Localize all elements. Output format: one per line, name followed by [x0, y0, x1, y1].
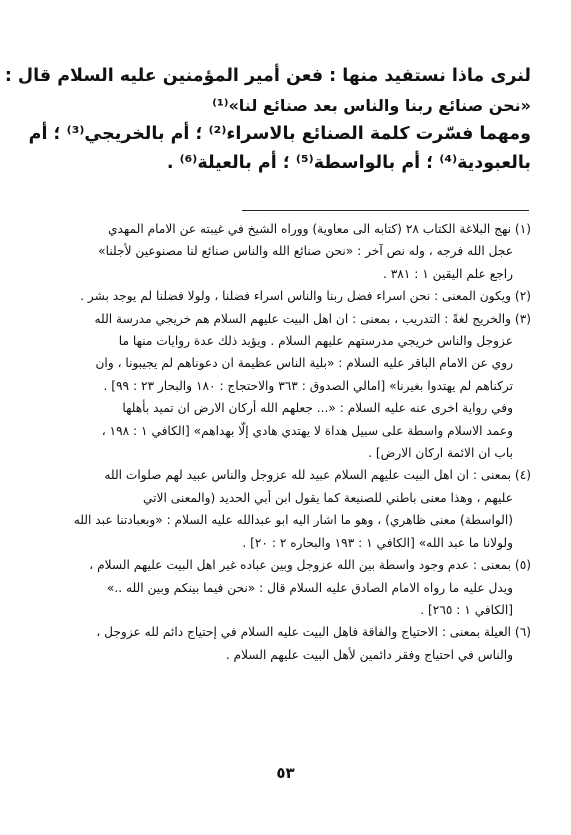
footnote-line: ويدل عليه ما رواه الامام الصادق عليه السلام قال : «نحن فيما بينكم وبين الله ..» [106, 580, 513, 595]
page-number: ٥٣ [276, 764, 295, 782]
footnote-line: (٢) ويكون المعنى : نحن اسراء فضل ربنا والناس اسراء فضلنا ، ولولا فضلنا لم يوجد بشر . [80, 289, 531, 304]
footnote-line: (٥) بمعنى : عدم وجود واسطة بين الله عزوجل وبين عباده غير اهل البيت عليهم السلام ، [89, 558, 531, 573]
main-line: لنرى ماذا نستفيد منها : فعن أمير المؤمنين عليه السلام قال : [4, 66, 531, 86]
footnote-line: والناس في احتياج وفقر دائمين لأهل البيت عليهم السلام . [225, 647, 513, 662]
footnote-line: باب ان الائمة اركان الارض] . [368, 446, 513, 461]
footnote-line: وعمد الاسلام واسطة على سبيل هداة لا يهتدي هادي إلّا بهداهم» [الكافي ١ : ١٩٨ ، [101, 423, 513, 438]
footnote-line: عزوجل والناس خريجي مدرستهم عليهم السلام . ويؤيد ذلك عدة روايات منها ما [118, 334, 513, 349]
main-text [4, 62, 531, 178]
footnote-line: (٦) العيلة بمعنى : الاحتياج والفاقة فاهل البيت عليه السلام في إحتياج دائم لله عزوجل ، [96, 625, 531, 640]
footnote-line: وفي رواية اخرى عنه عليه السلام : «... جعلهم الله أركان الارض ان تميد بأهلها [122, 401, 513, 416]
footnotes [44, 218, 531, 666]
footnote-line: راجع علم اليقين ١ : ٣٨١ . [382, 266, 513, 281]
footnote-line: (الواسطة) معنى ظاهري) ، وهو ما اشار اليه ابو عبدالله عليه السلام : «وبعبادتنا عبد الله [73, 513, 513, 528]
footnote-divider [242, 210, 529, 211]
footnote-line: روي عن الامام الباقر عليه السلام : «بلية الناس عظيمة ان دعوناهم لم يجيبونا ، وان [95, 356, 513, 371]
main-line: ومهما فسّرت كلمة الصنائع بالاسراء⁽²⁾ ؛ أم بالخريجي⁽³⁾ ؛ أم [28, 124, 531, 144]
footnote-line: [الكافي ١ : ٢٦٥] . [420, 602, 513, 617]
footnote-line: (١) نهج البلاغة الكتاب ٢٨ (كتابه الى معاوية) ووراه الشيخ في غيبته عن الامام المهدي [108, 222, 531, 236]
footnote-line: ولولانا ما عبد الله» [الكافي ١ : ١٩٣ والبحاره ٢ : ٢٠] . [242, 535, 513, 550]
main-line: «نحن صنائع ربنا والناس بعد صنائع لنا»⁽¹⁾ [212, 96, 531, 115]
footnote-line: تركناهم لم يهتدوا بغيرنا» [امالي الصدوق : ٣٦٣ والاحتجاج : ١٨٠ والبحار ٢٣ : ٩٩] . [103, 378, 513, 393]
footnote-line: (٣) والخريج لغةً : التدريب ، بمعنى : ان اهل البيت عليهم السلام هم خريجي مدرسة الله [94, 311, 531, 326]
footnote-line: (٤) بمعنى : ان اهل البيت عليهم السلام عبيد لله عزوجل والناس عبيد لهم صلوات الله [104, 468, 531, 483]
footnote-line: عليهم ، وهذا معنى باطني للصنيعة كما يقول ابن أبي الحديد (والمعنى الاتي [142, 490, 513, 505]
footnote-line: عجل الله فرجه ، وله نص آخر : «نحن صنائع الله والناس صنائع لنا مصنوعين لأجلنا» [98, 244, 513, 259]
main-line: بالعبودية⁽⁴⁾ ؛ أم بالواسطة⁽⁵⁾ ؛ أم بالعيلة⁽⁶⁾ . [166, 153, 531, 173]
